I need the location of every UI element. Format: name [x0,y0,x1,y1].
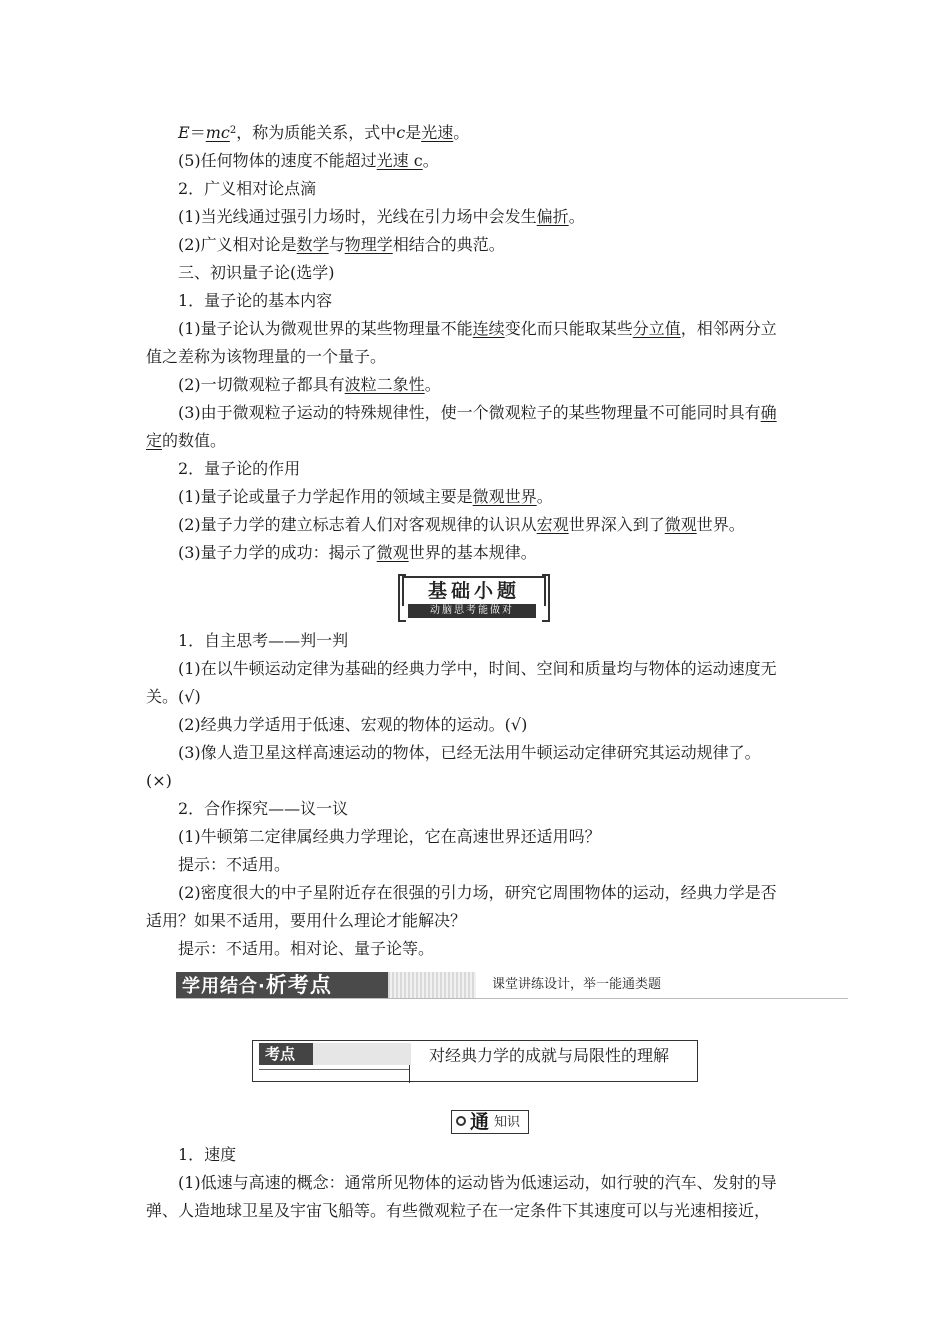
text: 的数值。 [162,431,227,450]
formula-text: ，称为质能关系，式中 [236,123,397,142]
blank-physics: 物理学 [344,235,393,254]
blank-micro-world: 微观世界 [472,487,537,506]
blank-definite-1: 确 [760,403,777,422]
text: 。 [536,487,553,506]
text: (1)量子论或量子力学起作用的领域主要是 [178,487,473,506]
blank-continuous: 连续 [472,319,505,338]
blank-light-speed: 光速 [421,123,454,142]
exam-point-label-text: 考点 [265,1045,296,1063]
text: (2)量子力学的建立标志着人们对客观规律的认识从 [178,515,537,534]
exam-point-underline [259,1069,409,1070]
judge-item-3: (3)像人造卫星这样高速运动的物体，已经无法用牛顿运动定律研究其运动规律了。 [178,743,761,762]
knowledge-badge-sub: 知识 [494,1115,521,1130]
blank-discrete-values: 分立值 [632,319,681,338]
banner-subtitle: 动脑思考能做对 [408,604,536,618]
text: 。 [424,375,441,394]
blank-micro-2: 微观 [376,543,409,562]
text: (2)一切微观粒子都具有 [178,375,345,394]
heading-quantum-basics: 1．量子论的基本内容 [178,291,333,310]
exam-point-title: 对经典力学的成就与局限性的理解 [429,1046,670,1065]
discuss-hint1: 提示：不适用。 [178,855,291,874]
heading-general-relativity: 2．广义相对论点滴 [178,179,317,198]
formula-mc: mc [205,123,230,142]
blank-micro: 微观 [664,515,697,534]
blank-deflection: 偏折 [536,207,569,226]
formula-is: 是 [405,123,422,142]
speed-concept-line: (1)低速与高速的概念：通常所见物体的运动皆为低速运动，如行驶的汽车、发射的导 [178,1173,777,1192]
heading-self-think: 1．自主思考——判一判 [178,631,349,650]
blank-math: 数学 [296,235,329,254]
light-deflection-line [178,206,806,228]
judge-item-3-cont: (×) [146,771,172,790]
text: 与 [328,235,345,254]
speed-concept-line-cont: 弹、人造地球卫星及宇宙飞船等。有些微观粒子在一定条件下其速度可以与光速相接近， [146,1201,771,1220]
text: (1)量子论认为微观世界的某些物理量不能 [178,319,473,338]
uncertainty-line-cont [146,430,806,452]
text: (1)当光线通过强引力场时，光线在引力场中会发生 [178,207,537,226]
exam-point-divider [409,1065,410,1083]
discuss-hint2: 提示：不适用。相对论、量子论等。 [178,939,435,958]
formula-eq: ＝ [189,123,206,142]
knowledge-badge [451,1110,529,1134]
circle-icon [456,1116,466,1126]
math-physics-line [178,234,806,256]
uncertainty-line [178,402,806,424]
text: 。 [422,151,439,170]
discuss-q1: (1)牛顿第二定律属经典力学理论，它在高速世界还适用吗？ [178,827,601,846]
quantum-domain-line [178,486,806,508]
blank-definite-2: 定 [146,431,163,450]
exam-point-box [252,1040,698,1082]
section-bar-big: 析考点 [265,973,332,997]
judge-item-1: (1)在以牛顿运动定律为基础的经典力学中，时间、空间和质量均与物体的运动速度无 [178,659,777,678]
blank-macro: 宏观 [536,515,569,534]
quantum-success-line [178,542,806,564]
section-bar-tag [176,972,388,998]
formula-c: c [396,123,406,142]
formula-end: 。 [453,123,470,142]
wave-particle-line [178,374,806,396]
text: 相结合的典范。 [392,235,505,254]
section-bar [176,972,848,999]
text: (2)广义相对论是 [178,235,297,254]
text: 变化而只能取某些 [504,319,633,338]
judge-item-1-cont: 关。(√) [146,687,201,706]
text: (5)任何物体的速度不能超过 [178,151,377,170]
blank-light-speed-c: 光速 c [376,151,423,170]
heading-discuss: 2．合作探究——议一议 [178,799,349,818]
section-bar-left: 学用结合· [182,976,266,997]
mass-energy-line [178,122,806,144]
text: 世界的基本规律。 [408,543,537,562]
heading-speed: 1．速度 [178,1145,237,1164]
formula-e: E [178,123,190,142]
text: 世界。 [696,515,745,534]
text: 世界深入到了 [568,515,665,534]
quantum-discrete-line [178,318,806,340]
text: ，相邻两分立 [680,319,777,338]
heading-quantum-role: 2．量子论的作用 [178,459,301,478]
speed-limit-line [178,150,806,172]
exam-point-label [259,1043,411,1065]
knowledge-badge-main: 通 [470,1111,490,1133]
discuss-q2: (2)密度很大的中子星附近存在很强的引力场，研究它周围物体的运动，经典力学是否 [178,883,777,902]
text: (3)量子力学的成功：揭示了 [178,543,377,562]
judge-item-2: (2)经典力学适用于低速、宏观的物体的运动。(√) [178,715,528,734]
blank-wave-particle-duality: 波粒二象性 [344,375,425,394]
heading-quantum-theory: 三、初识量子论(选学) [178,263,335,282]
banner-title: 基础小题 [402,576,546,606]
discuss-q2-cont: 适用？如果不适用，要用什么理论才能解决？ [146,911,467,930]
quantum-milestone-line [178,514,806,536]
text: (3)由于微观粒子运动的特殊规律性，使一个微观粒子的某些物理量不可能同时具有 [178,403,761,422]
text: 。 [568,207,585,226]
section-bar-caption: 课堂讲练设计，举一能通类题 [476,972,848,998]
basic-exercises-banner [398,574,550,618]
quantum-discrete-line-cont: 值之差称为该物理量的一个量子。 [146,347,387,366]
formula-exponent: 2 [229,125,237,136]
